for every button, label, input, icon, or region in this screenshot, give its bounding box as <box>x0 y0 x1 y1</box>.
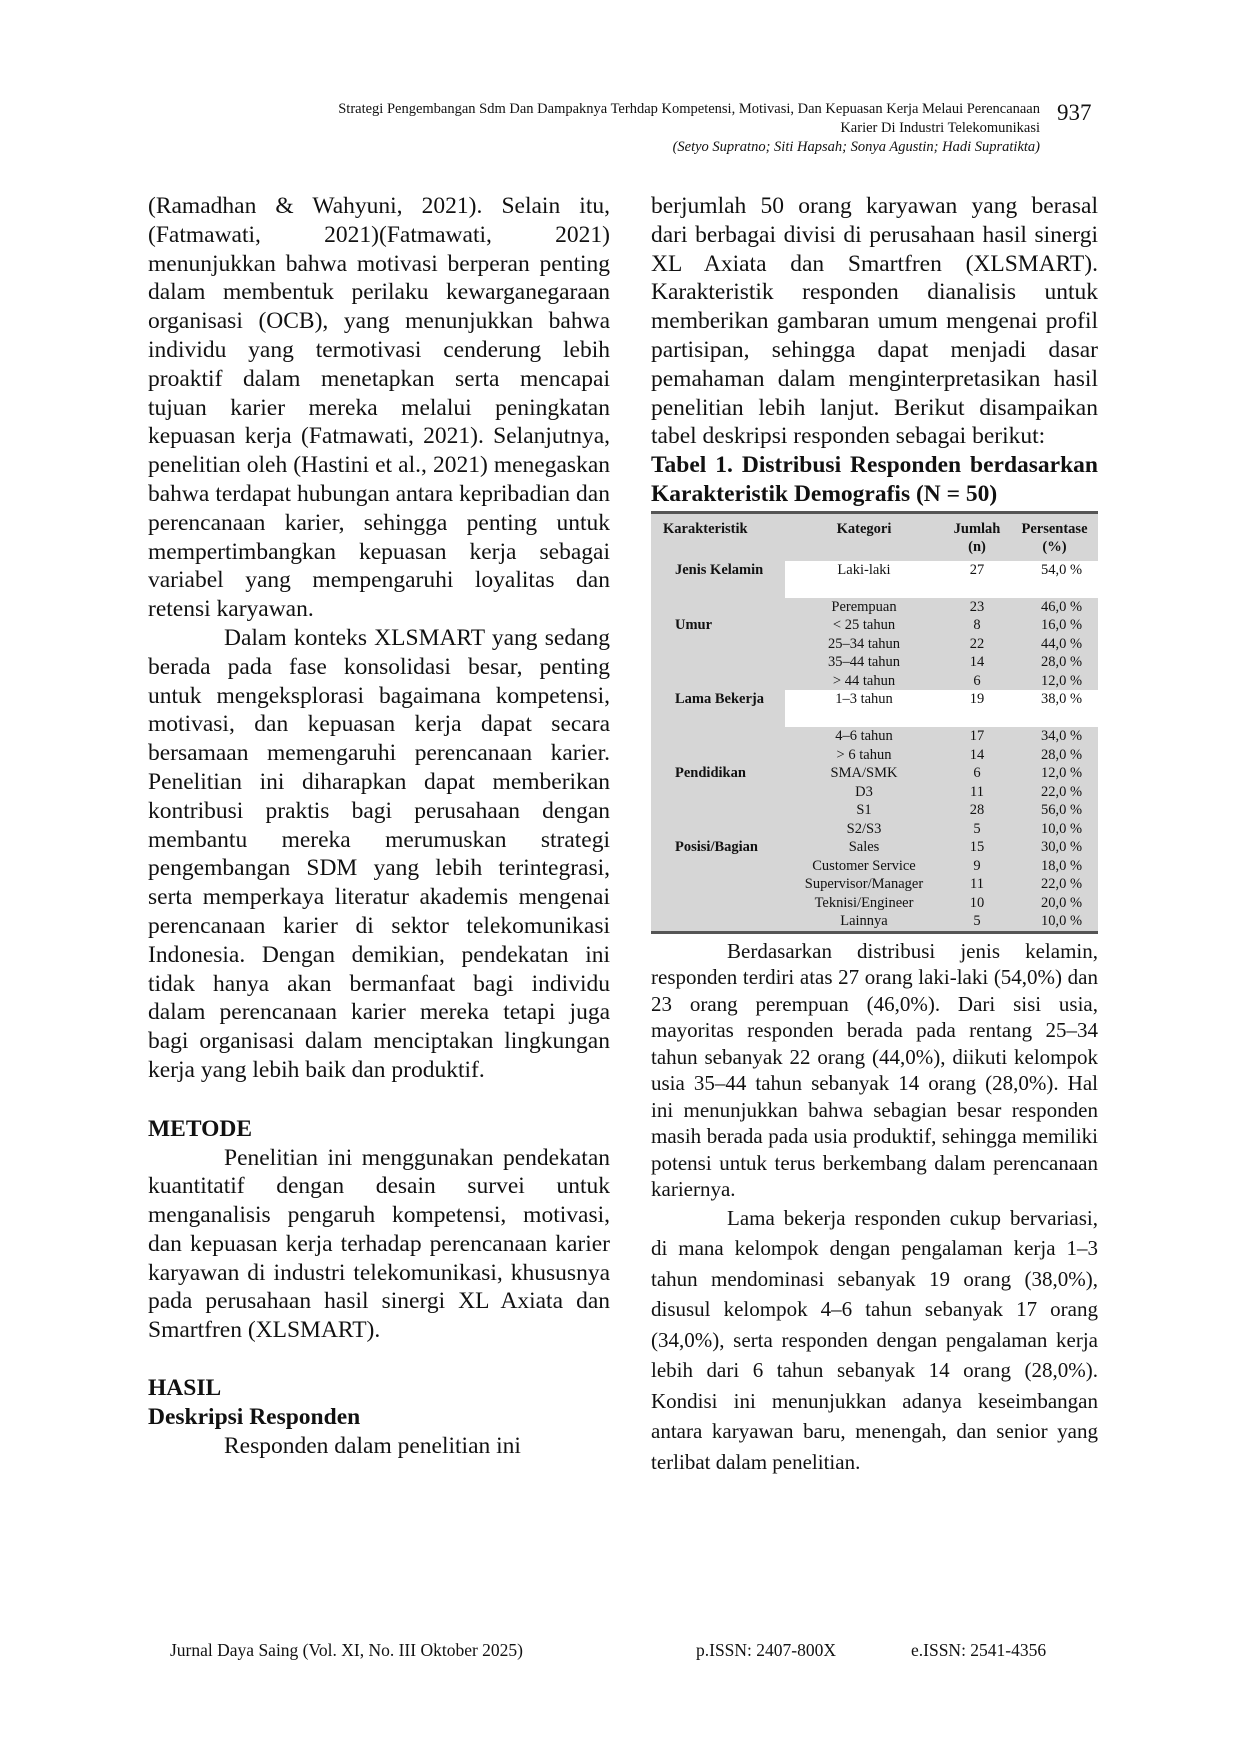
right-paragraph-2: Berdasarkan distribusi jenis kelamin, responden terdiri atas 27 orang laki-laki (54,0%) dan 23 orang perempuan (46,0%). Dari sisi usia, mayoritas responden berada pada rentang 25–34 tahun sebanyak 22 orang (44,0%), diikuti kelompok usia 35–44 tahun sebanyak 14 orang (28,0%). Hal ini menunjukkan bahwa sebagian besar responden masih berada pada usia produktif, sehingga memiliki potensi untuk terus berkembang dalam perencanaan kariernya. <box>651 938 1098 1202</box>
metode-heading: METODE <box>148 1115 253 1142</box>
table-cell-kategori: 4–6 tahun <box>785 727 943 746</box>
deskripsi-paragraph-start: Responden dalam penelitian ini <box>224 1432 521 1459</box>
table-cell-kategori: 25–34 tahun <box>785 635 943 654</box>
table-row <box>651 820 1098 839</box>
table-cell-jumlah: 23 <box>943 598 1011 617</box>
table-cell-kategori: Customer Service <box>785 857 943 876</box>
table-title: Tabel 1. Distribusi Responden berdasarkan Karakteristik Demografis (N = 50) <box>651 452 1098 507</box>
header-persentase: Persentase (%) <box>1021 520 1088 556</box>
table-cell-persentase: 46,0 % <box>1011 598 1098 617</box>
header-kategori: Kategori <box>836 520 892 537</box>
table-row <box>651 764 1098 783</box>
running-title-line2: Karier Di Industri Telekomunikasi <box>840 120 1040 136</box>
table-cell-karakteristik: Pendidikan <box>675 765 746 782</box>
table-row <box>651 894 1098 913</box>
table-row <box>651 727 1098 746</box>
table-row <box>651 653 1098 672</box>
metode-paragraph: Penelitian ini menggunakan pendekatan kuantitatif dengan desain survei untuk menganalisis pengaruh kompetensi, motivasi, dan kepuasan kerja terhadap perencanaan karier karyawan di industri telekomunikasi, khususnya pada perusahaan hasil sinergi XL Axiata dan Smartfren (XLSMART). <box>148 1144 610 1344</box>
footer-pissn: p.ISSN: 2407-800X <box>696 1640 837 1660</box>
header-jumlah: Jumlah (n) <box>953 520 1001 556</box>
table-cell-kategori: > 6 tahun <box>785 746 943 765</box>
table-cell-persentase: 18,0 % <box>1011 857 1098 876</box>
table-cell-kategori: S1 <box>785 801 943 820</box>
table-cell-persentase: 22,0 % <box>1011 875 1098 894</box>
table-row <box>651 616 1098 635</box>
table-cell-persentase: 34,0 % <box>1011 727 1098 746</box>
table-cell-karakteristik: Umur <box>675 617 713 634</box>
table-cell-karakteristik <box>651 875 785 894</box>
table-cell-persentase: 22,0 % <box>1011 783 1098 802</box>
table-cell-karakteristik: Lama Bekerja <box>675 691 764 708</box>
demographic-table <box>651 514 1098 931</box>
table-cell-karakteristik <box>651 894 785 913</box>
table-cell-persentase: 44,0 % <box>1011 635 1098 654</box>
table-cell-kategori: Perempuan <box>785 598 943 617</box>
table-cell-karakteristik <box>651 746 785 765</box>
table-cell-kategori: Lainnya <box>785 912 943 931</box>
table-row <box>651 857 1098 876</box>
table-cell-jumlah: 8 <box>943 616 1011 635</box>
table-cell-persentase: 10,0 % <box>1011 912 1098 931</box>
table-cell-jumlah: 22 <box>943 635 1011 654</box>
table-cell-jumlah: 15 <box>943 838 1011 857</box>
table-cell-persentase: 16,0 % <box>1011 616 1098 635</box>
table-cell-karakteristik <box>651 801 785 820</box>
table-cell-karakteristik <box>651 727 785 746</box>
running-authors: (Setyo Supratno; Siti Hapsah; Sonya Agustin; Hadi Supratikta) <box>672 139 1040 155</box>
table-cell-persentase: 12,0 % <box>1011 764 1098 783</box>
page-number: 937 <box>1057 100 1092 125</box>
table-cell-kategori: 1–3 tahun <box>785 690 943 727</box>
footer-eissn: e.ISSN: 2541-4356 <box>911 1640 1047 1660</box>
table-cell-kategori: Supervisor/Manager <box>785 875 943 894</box>
table-cell-jumlah: 10 <box>943 894 1011 913</box>
table-row <box>651 598 1098 617</box>
table-cell-karakteristik <box>651 635 785 654</box>
left-column <box>148 192 610 1460</box>
table-cell-persentase: 28,0 % <box>1011 653 1098 672</box>
header-karakteristik: Karakteristik <box>663 520 748 537</box>
table-cell-kategori: SMA/SMK <box>785 764 943 783</box>
running-title-line1: Strategi Pengembangan Sdm Dan Dampaknya Terhdap Kompetensi, Motivasi, Dan Kepuasan Kerja Melaui Perencanaan <box>338 101 1040 117</box>
table-cell-kategori: > 44 tahun <box>785 672 943 691</box>
table-cell-kategori: Laki-laki <box>785 561 943 598</box>
footer-journal: Jurnal Daya Saing (Vol. XI, No. III Oktober 2025) <box>170 1640 524 1660</box>
table-cell-jumlah: 6 <box>943 764 1011 783</box>
right-column <box>651 192 1098 1477</box>
table-cell-karakteristik <box>651 857 785 876</box>
table-cell-jumlah: 19 <box>943 690 1011 727</box>
table-cell-persentase: 30,0 % <box>1011 838 1098 857</box>
table-cell-jumlah: 11 <box>943 783 1011 802</box>
table-cell-jumlah: 9 <box>943 857 1011 876</box>
table-cell-kategori: Teknisi/Engineer <box>785 894 943 913</box>
left-paragraph-2: Dalam konteks XLSMART yang sedang berada pada fase konsolidasi besar, penting untuk mengeksplorasi bagaimana kompetensi, motivasi, dan kepuasan kerja dapat secara bersamaan memengaruhi perencanaan karier. Penelitian ini diharapkan dapat memberikan kontribusi praktis bagi perusahaan dengan membantu mereka merumuskan strategi pengembangan SDM yang lebih terintegrasi, serta memperkaya literatur akademis mengenai perencanaan karier di sektor telekomunikasi Indonesia. Dengan demikian, pendekatan ini tidak hanya akan bermanfaat bagi individu dalam perencanaan karier mereka tetapi juga bagi organisasi dalam menciptakan lingkungan kerja yang lebih baik dan produktif. <box>148 624 610 1083</box>
table-cell-jumlah: 5 <box>943 912 1011 931</box>
table-row <box>651 838 1098 857</box>
table-cell-jumlah: 27 <box>943 561 1011 598</box>
table-cell-jumlah: 5 <box>943 820 1011 839</box>
table-cell-jumlah: 11 <box>943 875 1011 894</box>
table-cell-jumlah: 14 <box>943 653 1011 672</box>
table-header-row <box>651 514 1098 561</box>
table-cell-karakteristik: Jenis Kelamin <box>675 561 764 578</box>
table-cell-kategori: S2/S3 <box>785 820 943 839</box>
table-cell-karakteristik <box>651 912 785 931</box>
table-cell-kategori: 35–44 tahun <box>785 653 943 672</box>
table-cell-karakteristik <box>651 783 785 802</box>
table-body <box>651 561 1098 931</box>
table-cell-jumlah: 28 <box>943 801 1011 820</box>
demographic-table-wrapper <box>651 511 1098 934</box>
table-row <box>651 672 1098 691</box>
table-cell-karakteristik <box>651 653 785 672</box>
table-cell-persentase: 54,0 % <box>1011 561 1098 598</box>
table-cell-persentase: 10,0 % <box>1011 820 1098 839</box>
table-cell-karakteristik <box>651 820 785 839</box>
table-row <box>651 783 1098 802</box>
table-cell-persentase: 20,0 % <box>1011 894 1098 913</box>
table-cell-jumlah: 6 <box>943 672 1011 691</box>
table-cell-persentase: 38,0 % <box>1011 690 1098 727</box>
table-cell-persentase: 12,0 % <box>1011 672 1098 691</box>
table-cell-karakteristik <box>651 598 785 617</box>
left-paragraph-1: (Ramadhan & Wahyuni, 2021). Selain itu, (Fatmawati, 2021)(Fatmawati, 2021) menunjukkan bahwa motivasi berperan penting dalam membentuk perilaku kewarganegaraan organisasi (OCB), yang menunjukkan bahwa individu yang termotivasi cenderung lebih proaktif dalam menetapkan serta mencapai tujuan karier mereka melalui peningkatan kepuasan kerja (Fatmawati, 2021). Selanjutnya, penelitian oleh (Hastini et al., 2021) menegaskan bahwa terdapat hubungan antara kepribadian dan perencanaan karier, sehingga penting untuk mempertimbangkan kepuasan kerja sebagai variabel yang mempengaruhi loyalitas dan retensi karyawan. <box>148 193 610 623</box>
table-row <box>651 912 1098 931</box>
table-cell-persentase: 28,0 % <box>1011 746 1098 765</box>
table-cell-kategori: D3 <box>785 783 943 802</box>
table-row <box>651 746 1098 765</box>
table-cell-kategori: Sales <box>785 838 943 857</box>
table-row <box>651 690 1098 727</box>
table-row <box>651 801 1098 820</box>
right-paragraph-1: berjumlah 50 orang karyawan yang berasal dari berbagai divisi di perusahaan hasil sinergi XL Axiata dan Smartfren (XLSMART). Karakteristik responden dianalisis untuk memberikan gambaran umum mengenai profil partisipan, sehingga dapat menjadi dasar pemahaman dalam menginterpretasikan hasil penelitian lebih lanjut. Berikut disampaikan tabel deskripsi responden sebagai berikut: <box>651 193 1098 450</box>
table-cell-jumlah: 14 <box>943 746 1011 765</box>
table-cell-jumlah: 17 <box>943 727 1011 746</box>
table-row <box>651 561 1098 598</box>
table-row <box>651 875 1098 894</box>
hasil-heading: HASIL <box>148 1375 222 1402</box>
right-paragraph-3: Lama bekerja responden cukup bervariasi, di mana kelompok dengan pengalaman kerja 1–3 tahun mendominasi sebanyak 19 orang (38,0%), disusul kelompok 4–6 tahun sebanyak 17 orang (34,0%), serta responden dengan pengalaman kerja lebih dari 6 tahun sebanyak 14 orang (28,0%). Kondisi ini menunjukkan adanya keseimbangan antara karyawan baru, menengah, dan senior yang terlibat dalam penelitian. <box>651 1205 1098 1474</box>
running-title <box>140 100 1040 157</box>
table-cell-karakteristik: Posisi/Bagian <box>675 839 758 856</box>
table-cell-karakteristik <box>651 672 785 691</box>
table-cell-kategori: < 25 tahun <box>785 616 943 635</box>
table-cell-persentase: 56,0 % <box>1011 801 1098 820</box>
table-row <box>651 635 1098 654</box>
deskripsi-responden-heading: Deskripsi Responden <box>148 1403 361 1430</box>
